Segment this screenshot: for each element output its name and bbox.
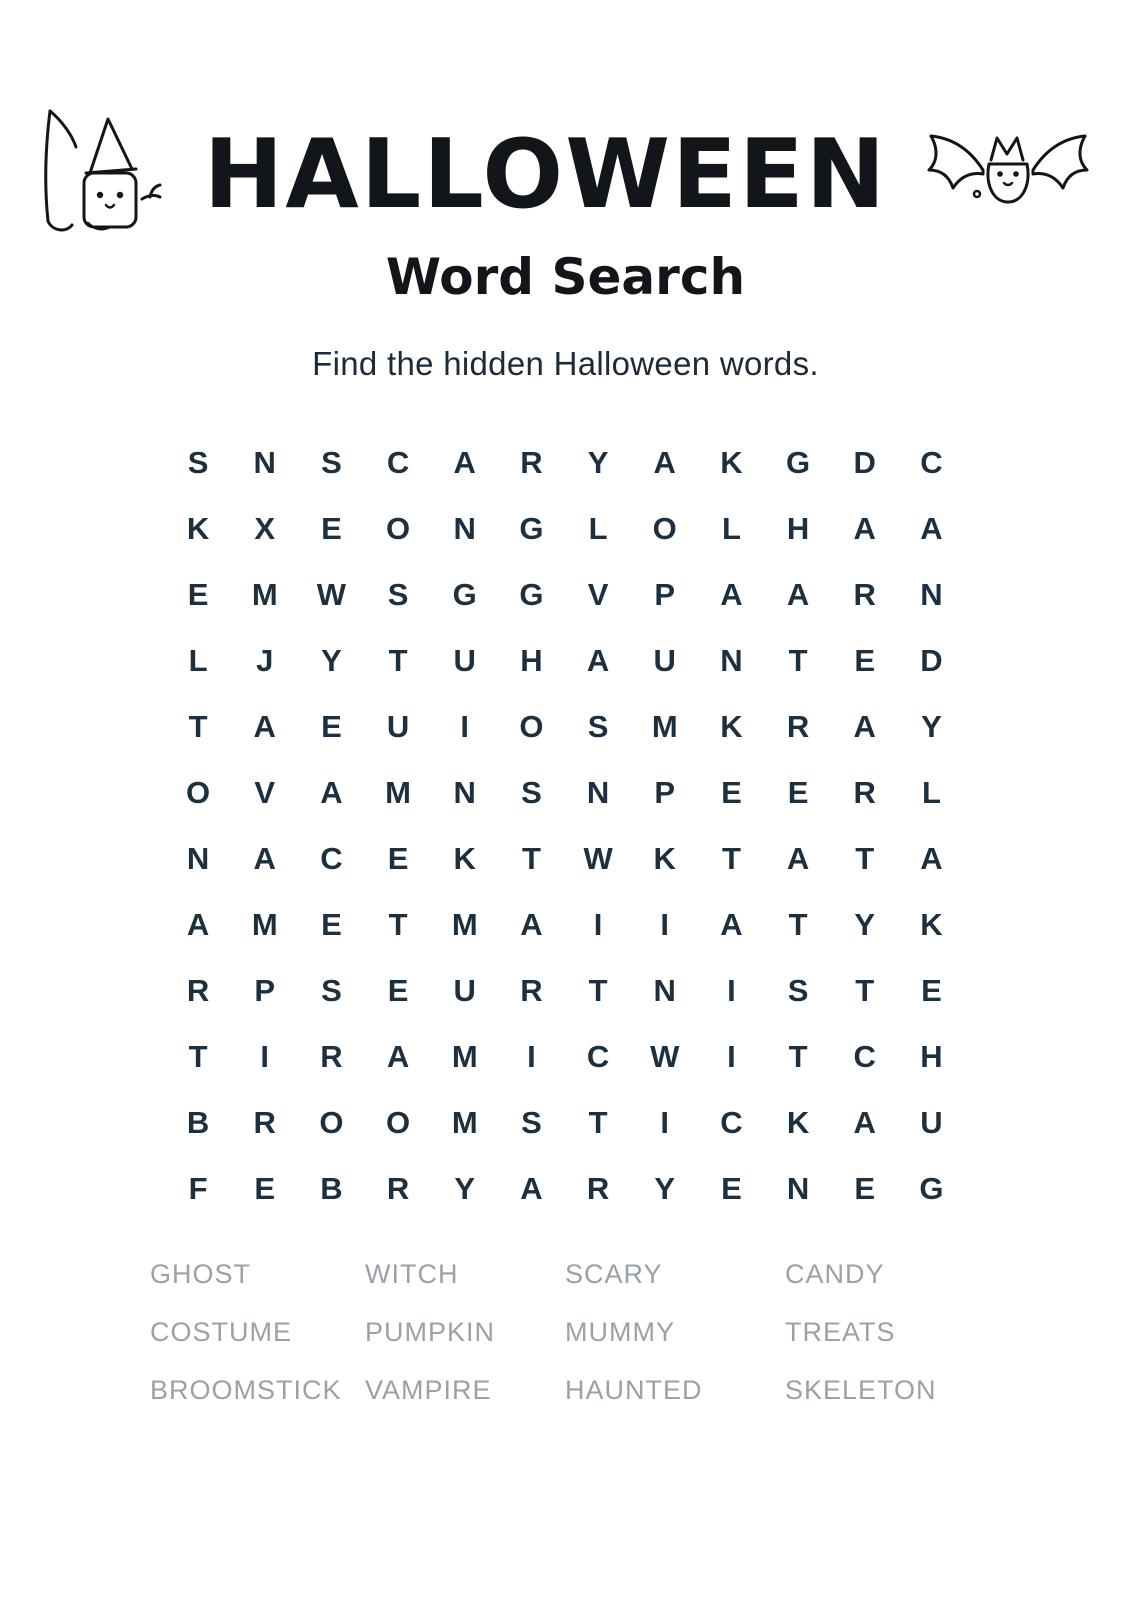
grid-cell[interactable]: V [587, 577, 609, 612]
witch-cat-icon [28, 103, 178, 248]
grid-row [165, 694, 965, 760]
grid-cell[interactable]: K [720, 445, 744, 480]
grid-cell[interactable]: W [316, 577, 347, 612]
word-list-item[interactable]: HAUNTED [565, 1374, 703, 1405]
grid-cell[interactable]: A [920, 841, 944, 876]
grid-row [165, 430, 965, 496]
grid-cell[interactable]: T [788, 907, 809, 942]
grid-cell[interactable]: R [520, 973, 544, 1008]
grid-cell[interactable]: P [654, 577, 676, 612]
grid-cell[interactable]: N [653, 973, 677, 1008]
grid-cell[interactable]: E [387, 841, 409, 876]
grid-cell[interactable]: I [260, 1039, 270, 1074]
grid-cell[interactable]: A [853, 709, 877, 744]
page-instruction: Find the hidden Halloween words. [312, 345, 819, 382]
grid-cell[interactable]: C [320, 841, 344, 876]
grid-cell[interactable]: A [320, 775, 344, 810]
grid-cell[interactable]: D [853, 445, 877, 480]
grid-cell[interactable]: Y [654, 1171, 676, 1206]
grid-cell[interactable]: I [660, 1105, 670, 1140]
grid-cell[interactable]: C [920, 445, 944, 480]
grid-cell[interactable]: E [854, 1171, 876, 1206]
grid-cell[interactable]: K [453, 841, 477, 876]
grid-cell[interactable]: L [921, 775, 942, 810]
grid-cell[interactable]: O [386, 511, 411, 546]
grid-cell[interactable]: R [520, 445, 544, 480]
grid-cell[interactable]: C [586, 1039, 610, 1074]
grid-cell[interactable]: A [586, 643, 610, 678]
grid-cell[interactable]: O [386, 1105, 411, 1140]
grid-cell[interactable]: K [186, 511, 210, 546]
grid-cell[interactable]: I [727, 973, 737, 1008]
grid-cell[interactable]: P [254, 973, 276, 1008]
grid-cell[interactable]: M [251, 577, 279, 612]
grid-cell[interactable]: A [786, 577, 810, 612]
grid-cell[interactable]: T [521, 841, 542, 876]
grid-cell[interactable]: C [386, 445, 410, 480]
grid-cell[interactable]: I [527, 1039, 537, 1074]
grid-row [165, 628, 965, 694]
grid-cell[interactable]: L [588, 511, 609, 546]
grid-cell[interactable]: O [319, 1105, 344, 1140]
grid-cell[interactable]: S [787, 973, 809, 1008]
grid-cell[interactable]: S [187, 445, 209, 480]
grid-cell[interactable]: E [387, 973, 409, 1008]
grid-row [165, 826, 965, 892]
grid-cell[interactable]: I [593, 907, 603, 942]
grid-cell[interactable]: E [721, 1171, 743, 1206]
grid-cell[interactable]: U [653, 643, 677, 678]
grid-cell[interactable]: M [385, 775, 412, 810]
grid-cell[interactable]: U [386, 709, 410, 744]
grid-cell[interactable]: A [520, 907, 544, 942]
grid-cell[interactable]: V [254, 775, 276, 810]
word-list-item[interactable]: GHOST [150, 1258, 252, 1289]
grid-row [165, 1156, 965, 1222]
word-list-item[interactable]: MUMMY [565, 1316, 675, 1347]
grid-cell[interactable]: Y [321, 643, 343, 678]
word-list-item[interactable]: TREATS [785, 1316, 896, 1347]
grid-cell[interactable]: Y [921, 709, 943, 744]
grid-cell[interactable]: A [386, 1039, 410, 1074]
grid-cell[interactable]: O [186, 775, 211, 810]
grid-row [165, 958, 965, 1024]
grid-cell[interactable]: N [253, 445, 277, 480]
grid-row [165, 892, 965, 958]
grid-row [165, 562, 965, 628]
grid-cell[interactable]: G [519, 511, 544, 546]
grid-cell[interactable]: H [520, 643, 544, 678]
grid-cell[interactable]: A [720, 577, 744, 612]
grid-cell[interactable]: E [921, 973, 943, 1008]
word-list-item[interactable]: SKELETON [785, 1374, 937, 1405]
word-list-item[interactable]: VAMPIRE [365, 1374, 492, 1405]
grid-cell[interactable]: T [855, 973, 875, 1008]
grid-cell[interactable]: Y [454, 1171, 476, 1206]
grid-cell[interactable]: M [651, 709, 679, 744]
word-search-grid [165, 430, 965, 1222]
grid-cell[interactable]: C [720, 1105, 744, 1140]
grid-cell[interactable]: C [853, 1039, 877, 1074]
bat-icon [913, 118, 1103, 233]
page-header [0, 105, 1131, 245]
word-list-item[interactable]: COSTUME [150, 1316, 292, 1347]
grid-cell[interactable]: T [188, 709, 209, 744]
grid-cell[interactable]: U [920, 1105, 944, 1140]
word-list-row [150, 1303, 990, 1361]
grid-cell[interactable]: O [519, 709, 544, 744]
grid-cell[interactable]: M [451, 1105, 479, 1140]
grid-cell[interactable]: R [853, 775, 877, 810]
grid-cell[interactable]: M [251, 907, 279, 942]
grid-cell[interactable]: H [920, 1039, 944, 1074]
grid-cell[interactable]: E [187, 577, 209, 612]
grid-cell[interactable]: F [188, 1171, 209, 1206]
grid-cell[interactable]: E [321, 511, 343, 546]
grid-cell[interactable]: E [721, 775, 743, 810]
grid-cell[interactable]: A [853, 511, 877, 546]
grid-cell[interactable]: T [388, 907, 409, 942]
grid-cell[interactable]: K [786, 1105, 810, 1140]
grid-cell[interactable]: M [451, 1039, 479, 1074]
grid-cell[interactable]: R [320, 1039, 344, 1074]
grid-cell[interactable]: G [519, 577, 544, 612]
grid-cell[interactable]: S [587, 709, 609, 744]
grid-cell[interactable]: A [253, 841, 277, 876]
grid-cell[interactable]: S [321, 973, 343, 1008]
grid-cell[interactable]: N [453, 511, 477, 546]
grid-cell[interactable]: R [386, 1171, 410, 1206]
grid-cell[interactable]: S [321, 445, 343, 480]
grid-cell[interactable]: I [460, 709, 470, 744]
grid-cell[interactable]: A [653, 445, 677, 480]
grid-cell[interactable]: W [650, 1039, 680, 1074]
page-subtitle: Word Search [385, 248, 746, 306]
grid-cell[interactable]: R [586, 1171, 610, 1206]
word-list-item[interactable]: WITCH [365, 1258, 459, 1289]
grid-cell[interactable]: U [453, 973, 477, 1008]
grid-cell[interactable]: T [588, 973, 609, 1008]
grid-cell[interactable]: G [786, 445, 811, 480]
grid-cell[interactable]: G [919, 1171, 944, 1206]
grid-cell[interactable]: A [453, 445, 477, 480]
grid-cell[interactable]: B [186, 1105, 210, 1140]
grid-cell[interactable]: N [920, 577, 944, 612]
grid-cell[interactable]: J [256, 643, 274, 678]
grid-cell[interactable]: A [920, 511, 944, 546]
grid-cell[interactable]: A [253, 709, 277, 744]
grid-cell[interactable]: E [254, 1171, 276, 1206]
grid-cell[interactable]: T [721, 841, 742, 876]
grid-cell[interactable]: N [786, 1171, 810, 1206]
grid-cell[interactable]: Y [854, 907, 876, 942]
page-title: HALLOWEEN [203, 119, 888, 230]
grid-row [165, 760, 965, 826]
grid-cell[interactable]: R [853, 577, 877, 612]
grid-cell[interactable]: T [855, 841, 875, 876]
grid-cell[interactable]: L [721, 511, 742, 546]
grid-cell[interactable]: N [186, 841, 210, 876]
grid-cell[interactable]: E [787, 775, 809, 810]
grid-cell[interactable]: T [388, 643, 409, 678]
grid-cell[interactable]: N [720, 643, 744, 678]
grid-cell[interactable]: R [253, 1105, 277, 1140]
grid-cell[interactable]: E [854, 643, 876, 678]
grid-cell[interactable]: K [720, 709, 744, 744]
grid-cell[interactable]: R [186, 973, 210, 1008]
grid-cell[interactable]: G [452, 577, 478, 612]
grid-cell[interactable]: T [788, 643, 809, 678]
grid-cell[interactable]: W [583, 841, 614, 876]
grid-cell[interactable]: D [920, 643, 944, 678]
grid-cell[interactable]: L [188, 643, 209, 678]
grid-cell[interactable]: B [320, 1171, 344, 1206]
word-list-item[interactable]: SCARY [565, 1258, 663, 1289]
grid-cell[interactable]: E [321, 709, 343, 744]
grid-cell[interactable]: R [786, 709, 810, 744]
grid-cell[interactable]: T [788, 1039, 809, 1074]
grid-cell[interactable]: E [321, 907, 343, 942]
grid-cell[interactable]: A [520, 1171, 544, 1206]
grid-cell[interactable]: N [453, 775, 477, 810]
grid-cell[interactable]: N [586, 775, 610, 810]
grid-cell[interactable]: I [660, 907, 670, 942]
grid-cell[interactable]: S [521, 775, 543, 810]
grid-cell[interactable]: A [853, 1105, 877, 1140]
word-list-item[interactable]: PUMPKIN [365, 1316, 496, 1347]
grid-cell[interactable]: M [451, 907, 479, 942]
grid-cell[interactable]: K [653, 841, 677, 876]
grid-cell[interactable]: S [387, 577, 409, 612]
grid-cell[interactable]: O [652, 511, 678, 546]
grid-cell[interactable]: A [186, 907, 210, 942]
word-list-row [150, 1245, 990, 1303]
grid-cell[interactable]: P [654, 775, 676, 810]
word-list-item[interactable]: BROOMSTICK [150, 1374, 342, 1405]
grid-cell[interactable]: T [588, 1105, 609, 1140]
grid-row [165, 496, 965, 562]
grid-row [165, 1090, 965, 1156]
grid-cell[interactable]: I [727, 1039, 737, 1074]
grid-cell[interactable]: S [521, 1105, 543, 1140]
word-list [150, 1245, 990, 1419]
word-list-row [150, 1361, 990, 1419]
grid-cell[interactable]: U [453, 643, 477, 678]
grid-cell[interactable]: K [920, 907, 944, 942]
grid-cell[interactable]: A [786, 841, 810, 876]
word-list-item[interactable]: CANDY [785, 1258, 885, 1289]
grid-cell[interactable]: A [720, 907, 744, 942]
grid-cell[interactable]: H [786, 511, 810, 546]
grid-cell[interactable]: X [254, 511, 276, 546]
grid-cell[interactable]: Y [587, 445, 609, 480]
grid-cell[interactable]: T [188, 1039, 209, 1074]
grid-row [165, 1024, 965, 1090]
